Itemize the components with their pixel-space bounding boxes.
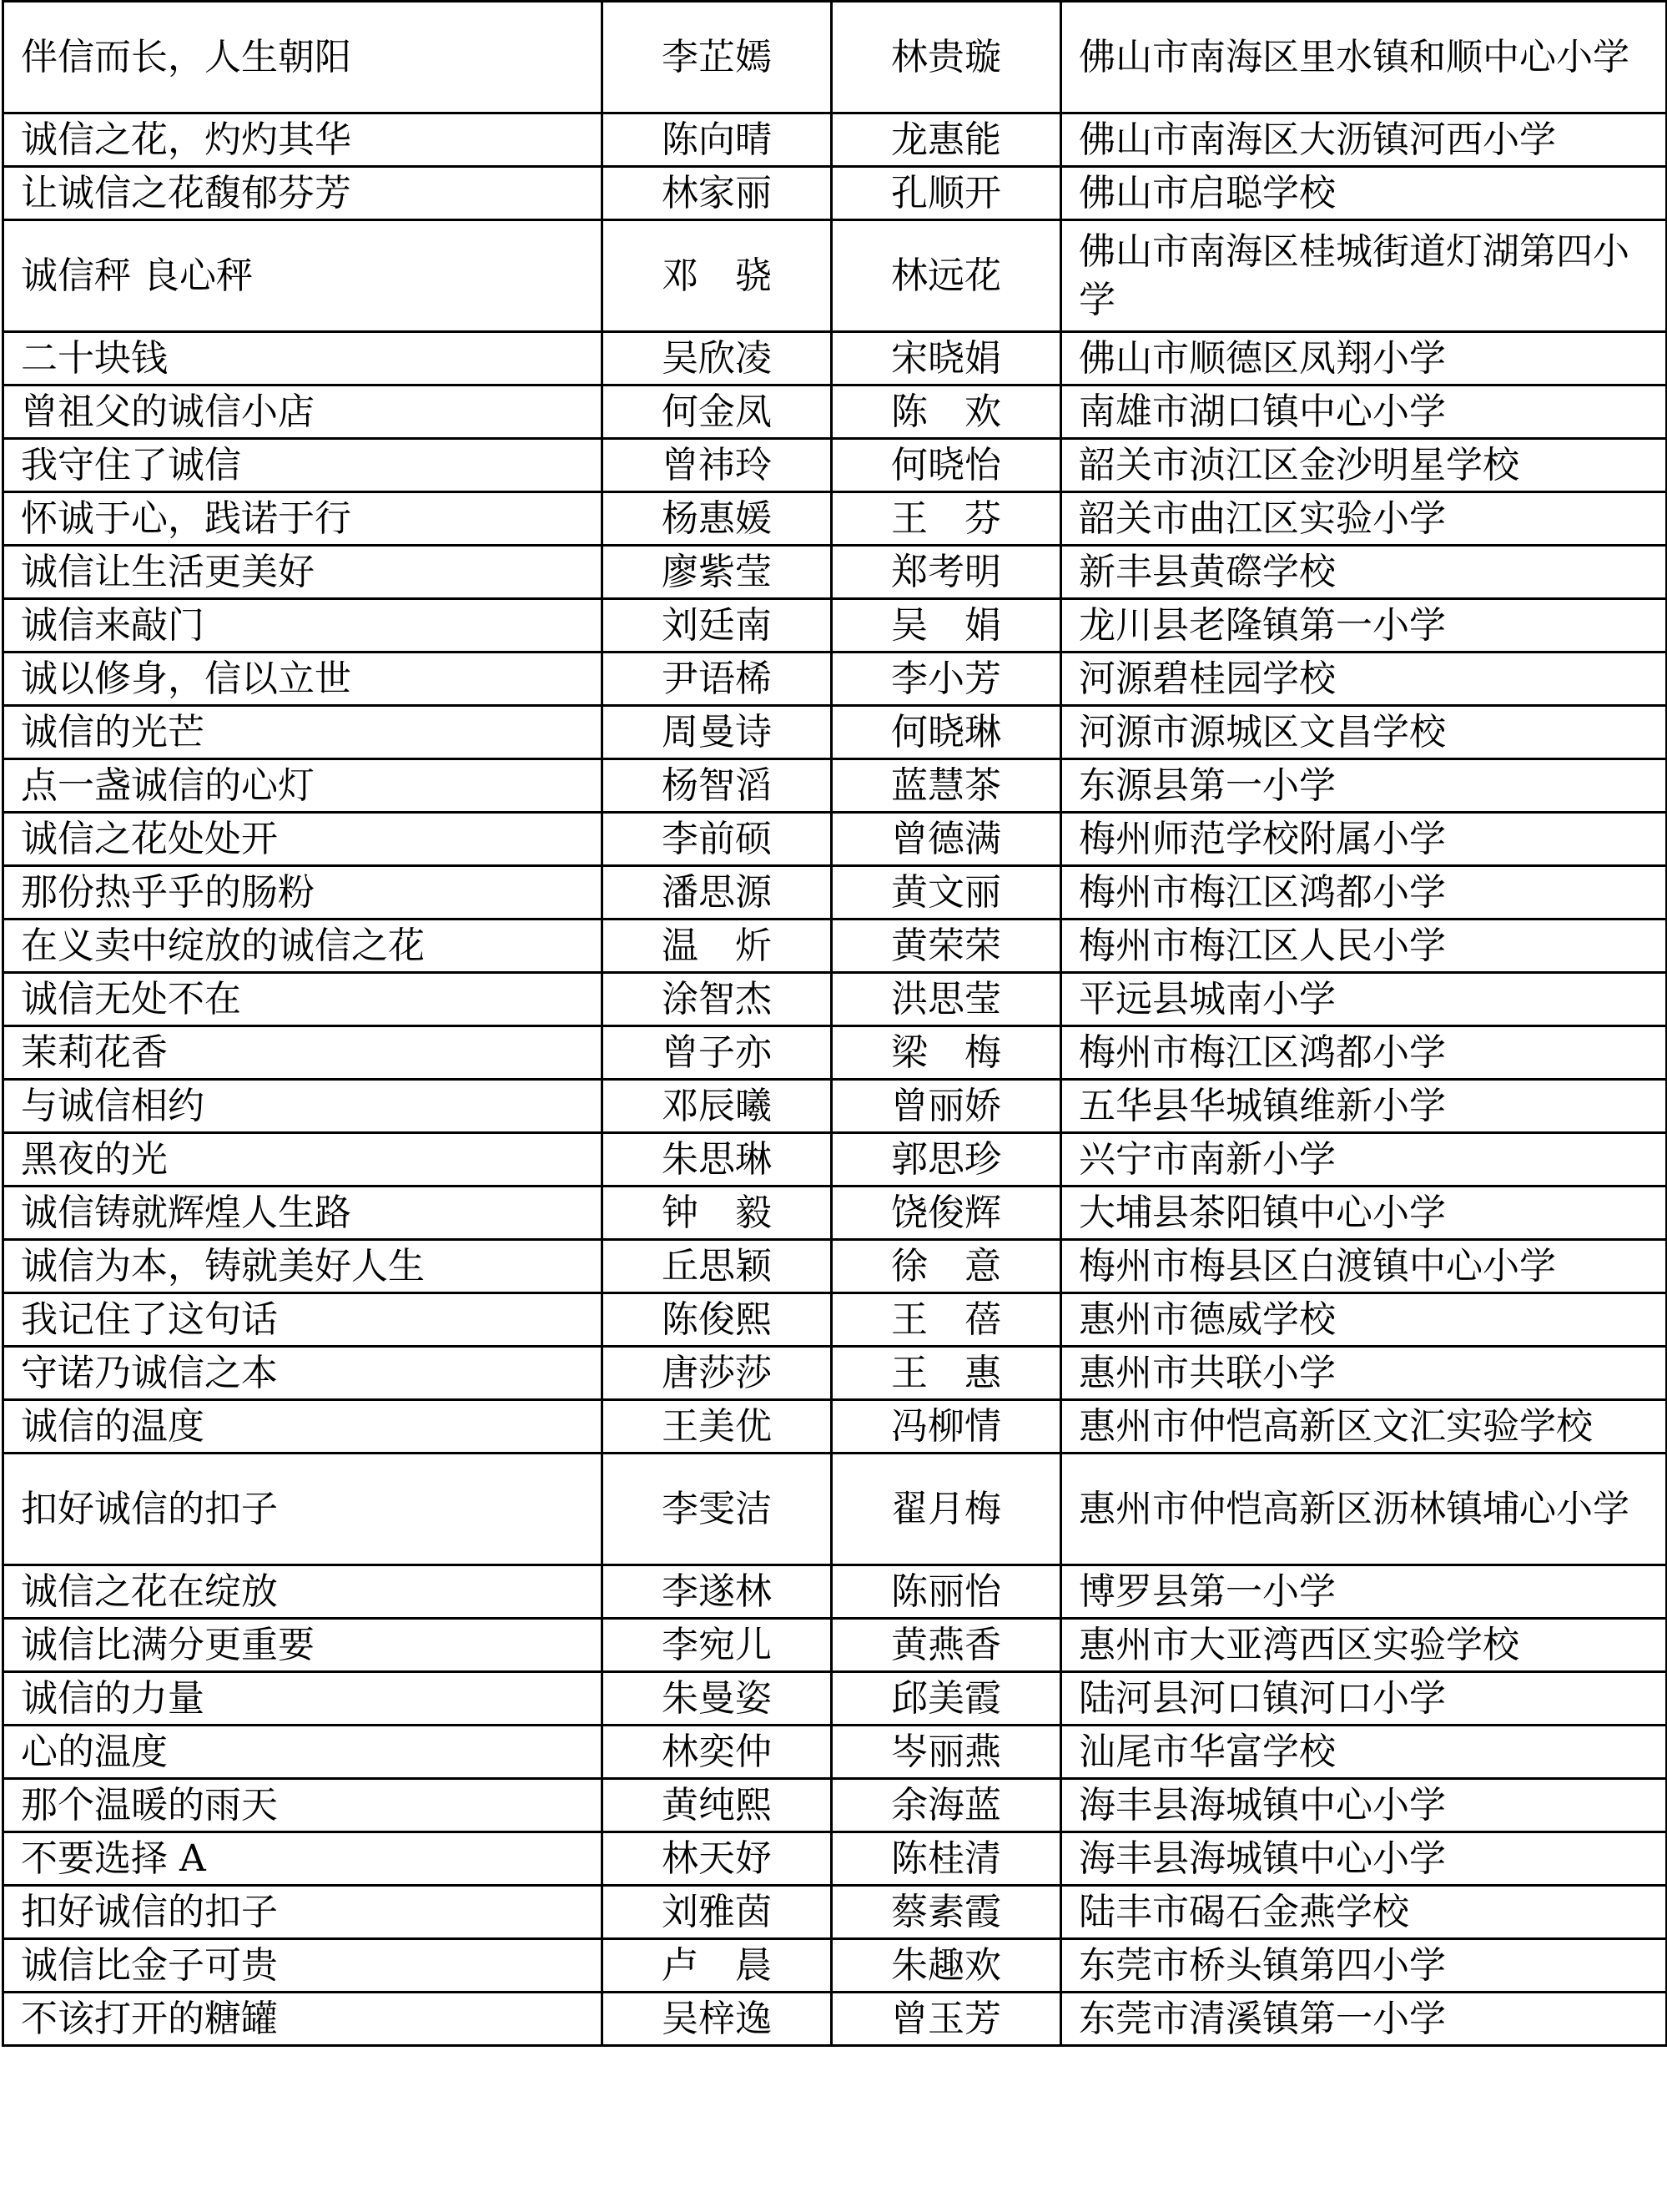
teacher-name-cell: 何晓怡	[832, 439, 1061, 492]
table-row	[3, 599, 1667, 653]
table-row	[3, 2, 1667, 113]
student-name-cell: 邓辰曦	[602, 1080, 832, 1133]
essay-title-cell: 诚信比满分更重要	[3, 1619, 602, 1672]
teacher-name-cell: 徐 意	[832, 1240, 1061, 1293]
essay-title-cell: 诚信比金子可贵	[3, 1939, 602, 1993]
school-name-cell: 南雄市湖口镇中心小学	[1061, 385, 1667, 439]
teacher-name-cell: 吴 娟	[832, 599, 1061, 653]
teacher-name-cell: 郑考明	[832, 546, 1061, 599]
table-row	[3, 973, 1667, 1026]
table-row	[3, 759, 1667, 813]
school-name-cell: 佛山市南海区大沥镇河西小学	[1061, 113, 1667, 167]
essay-title-cell: 诚信之花在绽放	[3, 1565, 602, 1619]
student-name-cell: 卢 晨	[602, 1939, 832, 1993]
teacher-name-cell: 王 蓓	[832, 1293, 1061, 1347]
teacher-name-cell: 林远花	[832, 220, 1061, 332]
essay-title-cell: 诚信来敲门	[3, 599, 602, 653]
essay-title-cell: 怀诚于心，践诺于行	[3, 492, 602, 546]
teacher-name-cell: 何晓琳	[832, 706, 1061, 759]
student-name-cell: 王美优	[602, 1400, 832, 1454]
teacher-name-cell: 郭思珍	[832, 1133, 1061, 1187]
essay-title-cell: 诚以修身，信以立世	[3, 653, 602, 706]
school-name-cell: 惠州市共联小学	[1061, 1347, 1667, 1400]
school-name-cell: 惠州市德威学校	[1061, 1293, 1667, 1347]
table-row	[3, 1240, 1667, 1293]
student-name-cell: 曾祎玲	[602, 439, 832, 492]
school-name-cell: 陆丰市碣石金燕学校	[1061, 1886, 1667, 1939]
student-name-cell: 刘廷南	[602, 599, 832, 653]
essay-title-cell: 诚信的力量	[3, 1672, 602, 1726]
award-list-table	[2, 0, 1667, 2047]
student-name-cell: 杨惠媛	[602, 492, 832, 546]
student-name-cell: 李宛儿	[602, 1619, 832, 1672]
student-name-cell: 涂智杰	[602, 973, 832, 1026]
student-name-cell: 丘思颖	[602, 1240, 832, 1293]
school-name-cell: 佛山市顺德区凤翔小学	[1061, 332, 1667, 385]
school-name-cell: 佛山市启聪学校	[1061, 167, 1667, 220]
teacher-name-cell: 冯柳情	[832, 1400, 1061, 1454]
school-name-cell: 龙川县老隆镇第一小学	[1061, 599, 1667, 653]
essay-title-cell: 那个温暖的雨天	[3, 1779, 602, 1832]
school-name-cell: 梅州市梅江区人民小学	[1061, 920, 1667, 973]
school-name-cell: 陆河县河口镇河口小学	[1061, 1672, 1667, 1726]
table-row	[3, 1565, 1667, 1619]
teacher-name-cell: 孔顺开	[832, 167, 1061, 220]
table-row	[3, 220, 1667, 332]
student-name-cell: 李遂林	[602, 1565, 832, 1619]
essay-title-cell: 诚信铸就辉煌人生路	[3, 1187, 602, 1240]
school-name-cell: 五华县华城镇维新小学	[1061, 1080, 1667, 1133]
table-row	[3, 1619, 1667, 1672]
student-name-cell: 陈向晴	[602, 113, 832, 167]
table-row	[3, 1779, 1667, 1832]
table-row	[3, 1187, 1667, 1240]
teacher-name-cell: 黄燕香	[832, 1619, 1061, 1672]
school-name-cell: 佛山市南海区桂城街道灯湖第四小学	[1061, 220, 1667, 332]
school-name-cell: 大埔县茶阳镇中心小学	[1061, 1187, 1667, 1240]
table-row	[3, 1939, 1667, 1993]
table-row	[3, 1832, 1667, 1886]
essay-title-cell: 守诺乃诚信之本	[3, 1347, 602, 1400]
teacher-name-cell: 岑丽燕	[832, 1726, 1061, 1779]
student-name-cell: 林天妤	[602, 1832, 832, 1886]
teacher-name-cell: 朱趣欢	[832, 1939, 1061, 1993]
table-row	[3, 1080, 1667, 1133]
teacher-name-cell: 蓝慧茶	[832, 759, 1061, 813]
table-row	[3, 1454, 1667, 1565]
essay-title-cell: 曾祖父的诚信小店	[3, 385, 602, 439]
essay-title-cell: 点一盏诚信的心灯	[3, 759, 602, 813]
student-name-cell: 周曼诗	[602, 706, 832, 759]
student-name-cell: 刘雅茵	[602, 1886, 832, 1939]
school-name-cell: 梅州市梅江区鸿都小学	[1061, 1026, 1667, 1080]
student-name-cell: 温 炘	[602, 920, 832, 973]
student-name-cell: 钟 毅	[602, 1187, 832, 1240]
essay-title-cell: 不该打开的糖罐	[3, 1993, 602, 2046]
table-row	[3, 1672, 1667, 1726]
student-name-cell: 朱曼姿	[602, 1672, 832, 1726]
essay-title-cell: 诚信为本，铸就美好人生	[3, 1240, 602, 1293]
essay-title-cell: 那份热乎乎的肠粉	[3, 866, 602, 920]
table-row	[3, 439, 1667, 492]
table-row	[3, 1993, 1667, 2046]
essay-title-cell: 诚信无处不在	[3, 973, 602, 1026]
essay-title-cell: 我守住了诚信	[3, 439, 602, 492]
table-row	[3, 1026, 1667, 1080]
teacher-name-cell: 曾丽娇	[832, 1080, 1061, 1133]
essay-title-cell: 茉莉花香	[3, 1026, 602, 1080]
student-name-cell: 吴梓逸	[602, 1993, 832, 2046]
essay-title-cell: 扣好诚信的扣子	[3, 1886, 602, 1939]
teacher-name-cell: 陈 欢	[832, 385, 1061, 439]
table-row	[3, 546, 1667, 599]
student-name-cell: 陈俊熙	[602, 1293, 832, 1347]
award-list-body	[3, 2, 1667, 2046]
table-row	[3, 1133, 1667, 1187]
school-name-cell: 惠州市大亚湾西区实验学校	[1061, 1619, 1667, 1672]
school-name-cell: 博罗县第一小学	[1061, 1565, 1667, 1619]
teacher-name-cell: 林贵璇	[832, 2, 1061, 113]
essay-title-cell: 诚信之花处处开	[3, 813, 602, 866]
essay-title-cell: 在义卖中绽放的诚信之花	[3, 920, 602, 973]
table-row	[3, 385, 1667, 439]
teacher-name-cell: 龙惠能	[832, 113, 1061, 167]
student-name-cell: 邓 骁	[602, 220, 832, 332]
teacher-name-cell: 李小芳	[832, 653, 1061, 706]
school-name-cell: 河源碧桂园学校	[1061, 653, 1667, 706]
teacher-name-cell: 陈桂清	[832, 1832, 1061, 1886]
school-name-cell: 韶关市曲江区实验小学	[1061, 492, 1667, 546]
school-name-cell: 海丰县海城镇中心小学	[1061, 1779, 1667, 1832]
student-name-cell: 黄纯熙	[602, 1779, 832, 1832]
essay-title-cell: 与诚信相约	[3, 1080, 602, 1133]
teacher-name-cell: 曾玉芳	[832, 1993, 1061, 2046]
table-row	[3, 866, 1667, 920]
essay-title-cell: 诚信秤 良心秤	[3, 220, 602, 332]
school-name-cell: 东源县第一小学	[1061, 759, 1667, 813]
school-name-cell: 佛山市南海区里水镇和顺中心小学	[1061, 2, 1667, 113]
student-name-cell: 朱思琳	[602, 1133, 832, 1187]
school-name-cell: 海丰县海城镇中心小学	[1061, 1832, 1667, 1886]
student-name-cell: 李前硕	[602, 813, 832, 866]
teacher-name-cell: 梁 梅	[832, 1026, 1061, 1080]
school-name-cell: 兴宁市南新小学	[1061, 1133, 1667, 1187]
teacher-name-cell: 陈丽怡	[832, 1565, 1061, 1619]
table-row	[3, 653, 1667, 706]
essay-title-cell: 心的温度	[3, 1726, 602, 1779]
student-name-cell: 曾子亦	[602, 1026, 832, 1080]
student-name-cell: 杨智滔	[602, 759, 832, 813]
table-row	[3, 1400, 1667, 1454]
table-row	[3, 113, 1667, 167]
student-name-cell: 唐莎莎	[602, 1347, 832, 1400]
teacher-name-cell: 宋晓娟	[832, 332, 1061, 385]
school-name-cell: 东莞市桥头镇第四小学	[1061, 1939, 1667, 1993]
table-row	[3, 706, 1667, 759]
school-name-cell: 韶关市浈江区金沙明星学校	[1061, 439, 1667, 492]
student-name-cell: 尹语桸	[602, 653, 832, 706]
school-name-cell: 梅州市梅江区鸿都小学	[1061, 866, 1667, 920]
student-name-cell: 林家丽	[602, 167, 832, 220]
teacher-name-cell: 邱美霞	[832, 1672, 1061, 1726]
essay-title-cell: 伴信而长，人生朝阳	[3, 2, 602, 113]
student-name-cell: 何金凤	[602, 385, 832, 439]
school-name-cell: 惠州市仲恺高新区文汇实验学校	[1061, 1400, 1667, 1454]
school-name-cell: 汕尾市华富学校	[1061, 1726, 1667, 1779]
teacher-name-cell: 王 芬	[832, 492, 1061, 546]
teacher-name-cell: 饶俊辉	[832, 1187, 1061, 1240]
school-name-cell: 河源市源城区文昌学校	[1061, 706, 1667, 759]
teacher-name-cell: 余海蓝	[832, 1779, 1061, 1832]
essay-title-cell: 二十块钱	[3, 332, 602, 385]
student-name-cell: 潘思源	[602, 866, 832, 920]
essay-title-cell: 不要选择 A	[3, 1832, 602, 1886]
teacher-name-cell: 黄荣荣	[832, 920, 1061, 973]
table-row	[3, 332, 1667, 385]
school-name-cell: 惠州市仲恺高新区沥林镇埔心小学	[1061, 1454, 1667, 1565]
school-name-cell: 梅州市梅县区白渡镇中心小学	[1061, 1240, 1667, 1293]
essay-title-cell: 黑夜的光	[3, 1133, 602, 1187]
school-name-cell: 新丰县黄磜学校	[1061, 546, 1667, 599]
student-name-cell: 李雯洁	[602, 1454, 832, 1565]
student-name-cell: 林奕仲	[602, 1726, 832, 1779]
teacher-name-cell: 洪思莹	[832, 973, 1061, 1026]
teacher-name-cell: 黄文丽	[832, 866, 1061, 920]
table-row	[3, 1347, 1667, 1400]
essay-title-cell: 诚信让生活更美好	[3, 546, 602, 599]
table-row	[3, 1293, 1667, 1347]
table-row	[3, 920, 1667, 973]
school-name-cell: 东莞市清溪镇第一小学	[1061, 1993, 1667, 2046]
essay-title-cell: 我记住了这句话	[3, 1293, 602, 1347]
table-row	[3, 1886, 1667, 1939]
essay-title-cell: 扣好诚信的扣子	[3, 1454, 602, 1565]
student-name-cell: 吴欣凌	[602, 332, 832, 385]
teacher-name-cell: 王 惠	[832, 1347, 1061, 1400]
table-row	[3, 813, 1667, 866]
table-row	[3, 1726, 1667, 1779]
teacher-name-cell: 曾德满	[832, 813, 1061, 866]
teacher-name-cell: 翟月梅	[832, 1454, 1061, 1565]
essay-title-cell: 诚信之花，灼灼其华	[3, 113, 602, 167]
student-name-cell: 李芷嫣	[602, 2, 832, 113]
essay-title-cell: 诚信的温度	[3, 1400, 602, 1454]
school-name-cell: 平远县城南小学	[1061, 973, 1667, 1026]
table-row	[3, 492, 1667, 546]
essay-title-cell: 让诚信之花馥郁芬芳	[3, 167, 602, 220]
essay-title-cell: 诚信的光芒	[3, 706, 602, 759]
student-name-cell: 廖紫莹	[602, 546, 832, 599]
table-row	[3, 167, 1667, 220]
teacher-name-cell: 蔡素霞	[832, 1886, 1061, 1939]
school-name-cell: 梅州师范学校附属小学	[1061, 813, 1667, 866]
